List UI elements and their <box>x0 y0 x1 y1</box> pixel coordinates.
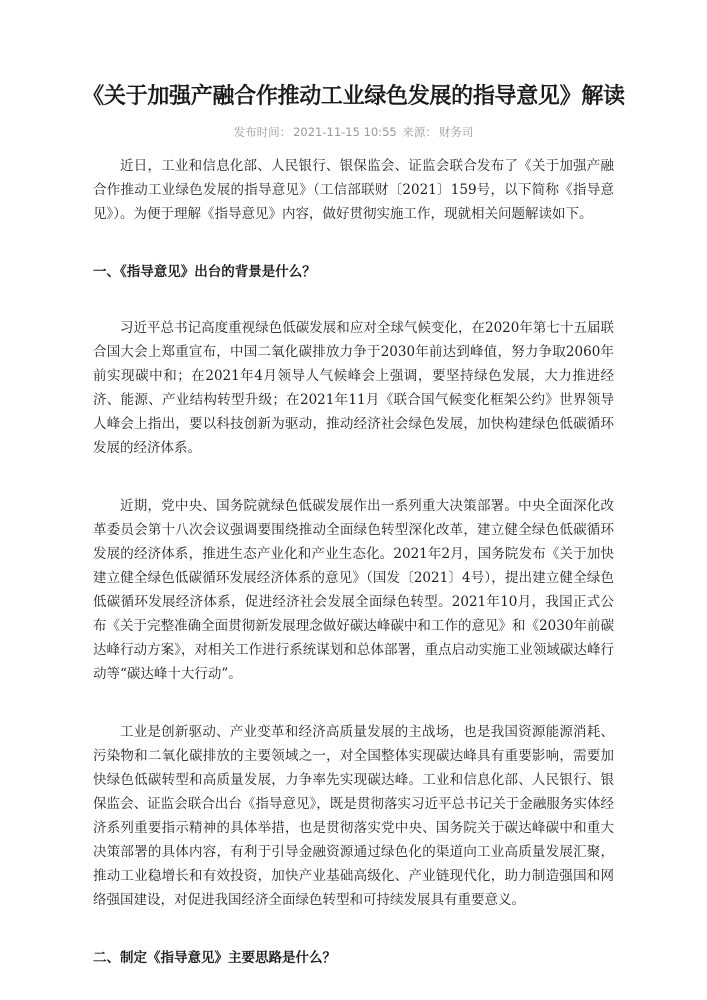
background-paragraph-1: 习近平总书记高度重视绿色低碳发展和应对全球气候变化，在2020年第七十五届联合国大会上郑重宣布，中国二氧化碳排放力争于2030年前达到峰值，努力争取2060年前实现碳中和；在2021年4月领导人气候峰会上强调，要坚持绿色发展，大力推进经济、能源、产业结构转型升级；在2021年11月《联合国气候变化框架公约》世界领导人峰会上指出，要以科技创新为驱动，推动经济社会绿色发展，加快构建绿色低碳循环发展的经济体系。 <box>93 320 614 456</box>
section-heading-1: 一、《指导意见》出台的背景是什么？ <box>93 264 316 280</box>
source-name: 财务司 <box>438 125 474 139</box>
article-meta <box>93 124 614 140</box>
section-heading-2: 二、制定《指导意见》主要思路是什么？ <box>93 950 336 966</box>
article-body <box>93 154 614 970</box>
publish-time: 2021-11-15 10:55 <box>293 125 397 139</box>
source-label: 来源： <box>402 125 437 139</box>
background-paragraph-2: 近期，党中央、国务院就绿色低碳发展作出一系列重大决策部署。中央全面深化改革委员会第十八次会议强调要围绕推动全面绿色转型深化改革，建立健全绿色低碳循环发展的经济体系，推进生态产业化和产业生态化。2021年2月，国务院发布《关于加快建立健全绿色低碳循环发展经济体系的意见》（国发〔2021〕4号），提出建立健全绿色低碳循环发展经济体系，促进经济社会发展全面绿色转型。2021年10月，我国正式公布《关于完整准确全面贯彻新发展理念做好碳达峰碳中和工作的意见》和《2030年前碳达峰行动方案》，对相关工作进行系统谋划和总体部署，重点启动实施工业领域碳达峰行动等“碳达峰十大行动”。 <box>93 498 614 682</box>
publish-label: 发布时间： <box>233 125 292 139</box>
intro-paragraph: 近日，工业和信息化部、人民银行、银保监会、证监会联合发布了《关于加强产融合作推动工业绿色发展的指导意见》（工信部联财〔2021〕159号，以下简称《指导意见》）。为便于理解《指导意见》内容，做好贯彻实施工作，现就相关问题解读如下。 <box>93 158 614 222</box>
article-title: 《关于加强产融合作推动工业绿色发展的指导意见》解读 <box>82 84 625 109</box>
background-paragraph-3: 工业是创新驱动、产业变革和经济高质量发展的主战场，也是我国资源能源消耗、污染物和二氧化碳排放的主要领域之一，对全国整体实现碳达峰具有重要影响，需要加快绿色低碳转型和高质量发展，力争率先实现碳达峰。工业和信息化部、人民银行、银保监会、证监会联合出台《指导意见》，既是贯彻落实习近平总书记关于金融服务实体经济系列重要指示精神的具体举措，也是贯彻落实党中央、国务院关于碳达峰碳中和重大决策部署的具体内容，有利于引导金融资源通过绿色化的渠道向工业高质量发展汇聚，推动工业稳增长和有效投资，加快产业基础高级化、产业链现代化，助力制造强国和网络强国建设，对促进我国经济全面绿色转型和可持续发展具有重要意义。 <box>93 724 614 908</box>
